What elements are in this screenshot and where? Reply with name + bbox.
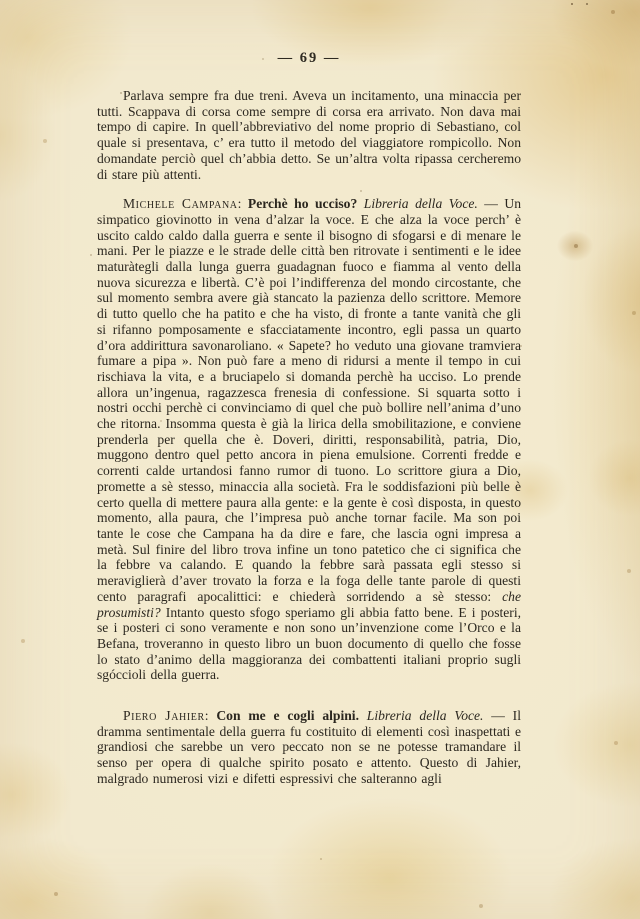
text-segment-italic: che prosumisti? (97, 588, 521, 620)
text-segment-normal: — Un simpatico giovinotto in vena d’alzar la voce. E che alza la voce perch’ è uscito caldo caldo dalla guerra e sente il bisogno di sfogarsi e di menare le mani. Per le piazze e le strade delle città ben ritrovate i sentimenti e le idee maturàtegli dalla lunga guerra guadagnan fuoco e fiamma al vento della nuova sicurezza e libertà. C’è poi l’indifferenza del mondo circostante, che sul momento sembra avere già stancato la pazienza dello scrittore. Memore di tutto quello che ha patito e che ha visto, di fronte a tante vanità che gli si rifanno pomposamente e sfacciatamente incontro, egli passa un quarto d’ora addirittura savonaroliano. « Sapete? ho veduto una giovane tramviera fumare a pipa ». Non può fare a meno di ridursi a mente il tempo in cui rischiava la vita, e a bruciapelo si domanda perchè ha ucciso. Lo prende allora un’ingenua, ragazzesca frenesia di confessione. Si squarta sotto i nostri occhi perchè ci convinciamo di quel che può bollire nell’anima d’uno che ritorna. Insomma questa è già la lirica della smobilitazione, e conviene prenderla per quella che è. Doveri, diritti, responsabilità, patria, Dio, muggono dentro quel petto ancora in piena emulsione. Correnti fredde e correnti calde urtandosi fanno rumor di tuono. Lo scrittore giura a Dio, promette a sè stesso, minaccia alla società. Fra le soddisfazioni più belle è certo quella di mettere paura alla gente: e la gente è così disposta, in questo momento, alla paura, che l’impresa può anche tornar facile. Ma son poi tante le cose che Campana ha da dire e fare, che lascia ogni impresa a metà. Sul finire del libro trova infine un tono patetico che ci significa che la febbre va calando. E quando la febbre sarà passata egli stesso si meraviglierà d’aver trovato la forza e la foga delle tante parole di questi cento paragrafi apocalittici: e chiederà sorridendo a sè stesso: (97, 196, 521, 604)
text-segment-smallcaps: Michele Campana (123, 196, 238, 212)
text-segment-normal: : (237, 196, 248, 212)
text-segment-bold: Con me e cogli alpini. (216, 708, 367, 724)
text-segment-bold: Perchè ho ucciso? (247, 196, 364, 212)
text-segment-italic: Libreria della Voce. (363, 196, 478, 212)
text-segment-normal: Parlava sempre fra due treni. Aveva un incitamento, una minaccia per tutti. Scappava di corsa come sempre di corsa era arrivato. Non dava mai tempo di capire. In quell’abbreviativo del nome proprio di Sebastiano, col quale si presentava, c’ era tutto il metodo del viaggiatore rompicollo. Non domandate perciò quel ch’abbia detto. Se un’altra volta ripassa cercheremo di stare più attenti. (97, 88, 521, 182)
text-segment-normal: : (204, 708, 217, 724)
text-block (97, 88, 521, 787)
paragraph-review-jahier (97, 708, 521, 787)
text-segment-italic: Libreria della Voce. (366, 708, 484, 724)
text-segment-normal: Intanto questo sfogo speriamo gli abbia fatto bene. E i posteri, se i posteri ci sono veramente e non sono un’invenzione come l’Orco e la Befana, troveranno in questo libro un buon documento di quello che fosse lo stato d’animo della maggioranza dei combattenti italiani proprio sugli sgóccioli della guerra. (97, 604, 521, 683)
text-segment-smallcaps: Piero Jahier (123, 708, 205, 724)
paragraph-review-campana (97, 196, 521, 683)
page-number: — 69 — (277, 50, 341, 66)
foxing-specks (0, 0, 2, 2)
paragraph-intro (97, 88, 521, 182)
text-segment-normal: — Il dramma sentimentale della guerra fu costituito di elementi così inaspettati e grandiosi che sarebbe un vero peccato non se ne potesse tramandare il senso per opera di qualche spirito posato e attento. Questo di Jahier, malgrado numerosi vizi e difetti espressivi che salteranno agli (97, 708, 521, 786)
